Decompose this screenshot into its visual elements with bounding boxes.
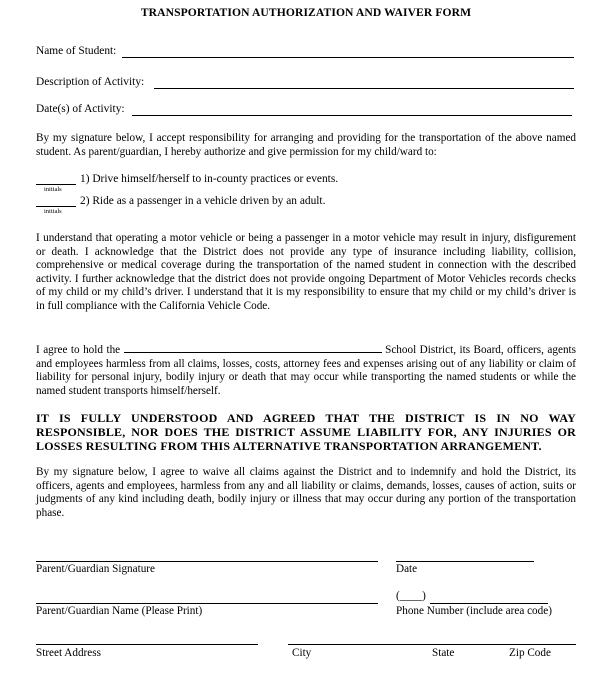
- activity-description-label: Description of Activity:: [36, 76, 145, 88]
- city-state-zip-field[interactable]: [288, 644, 576, 645]
- state-label: State: [432, 647, 455, 659]
- option-2-initials-label: initials: [44, 208, 62, 215]
- phone-number-label: Phone Number (include area code): [396, 605, 552, 617]
- activity-dates-label: Date(s) of Activity:: [36, 103, 125, 115]
- area-code-field[interactable]: (____): [396, 590, 426, 602]
- risk-acknowledgement-paragraph: I understand that operating a motor vehicle or being a passenger in a motor vehicle may result in injury, disfigurement or death. I acknowledge that the District does not provide any type of insurance including liability, collision, comprehensive or medical coverage during the transportation of the named student in connection with the described activity. I further acknowledge that the district does not provide ongoing Department of Motor Vehicles records checks of my child or my child’s driver. I understand that it is my responsibility to ensure that my child or my child’s driver is in full compliance with the California Vehicle Code.: [36, 232, 576, 312]
- hold-harmless-prefix: I agree to hold the: [36, 344, 121, 356]
- date-field[interactable]: [396, 561, 534, 562]
- student-name-field[interactable]: [122, 57, 574, 58]
- city-label: City: [292, 647, 312, 659]
- option-2-text: 2) Ride as a passenger in a vehicle driven by an adult.: [80, 195, 326, 207]
- hold-harmless-suffix: School District, its Board, officers, agents and employees harmless from all claims, losses, costs, attorney fees and expenses arising out of any liability or claim of liability for personal injury, bodily injury or death that may occur while transporting the named students or while the named student transports himself/herself.: [36, 344, 577, 397]
- phone-number-field[interactable]: [430, 603, 548, 604]
- zip-code-label: Zip Code: [509, 647, 551, 659]
- street-address-field[interactable]: [36, 644, 258, 645]
- form-title: TRANSPORTATION AUTHORIZATION AND WAIVER FORM: [140, 6, 472, 19]
- street-address-label: Street Address: [36, 647, 101, 659]
- date-label: Date: [396, 563, 418, 575]
- option-1-text: 1) Drive himself/herself to in-county practices or events.: [80, 173, 339, 185]
- waiver-paragraph: By my signature below, I agree to waive all claims against the District and to indemnify and hold the District, its officers, agents and employees, harmless from any and all liability or claims, demands, losses, causes of action, suits or judgments of any kind including death, bodily injury or illness that may occur during any portion of the transportation phase.: [36, 466, 576, 519]
- district-name-field[interactable]: [124, 343, 382, 353]
- liability-disclaimer-statement: IT IS FULLY UNDERSTOOD AND AGREED THAT THE DISTRICT IS IN NO WAY RESPONSIBLE, NOR DOES THE DISTRICT ASSUME LIABILITY FOR, ANY INJURIES OR LOSSES RESULTING FROM THIS ALTERNATIVE TRANSPORTATION ARRANGEMENT.: [36, 411, 576, 453]
- parent-signature-label: Parent/Guardian Signature: [36, 563, 155, 575]
- intro-paragraph: By my signature below, I accept responsibility for arranging and providing for the transportation of the above named student. As parent/guardian, I hereby authorize and give permission for my child/ward to:: [36, 132, 576, 158]
- activity-description-field[interactable]: [154, 88, 574, 89]
- parent-signature-field[interactable]: [36, 561, 378, 562]
- parent-name-field[interactable]: [36, 603, 378, 604]
- activity-dates-field[interactable]: [132, 115, 572, 116]
- student-name-label: Name of Student:: [36, 45, 117, 57]
- option-2-initials-field[interactable]: [36, 206, 76, 207]
- hold-harmless-paragraph: [36, 343, 576, 398]
- option-1-initials-label: initials: [44, 186, 62, 193]
- parent-name-label: Parent/Guardian Name (Please Print): [36, 605, 203, 617]
- option-1-initials-field[interactable]: [36, 184, 76, 185]
